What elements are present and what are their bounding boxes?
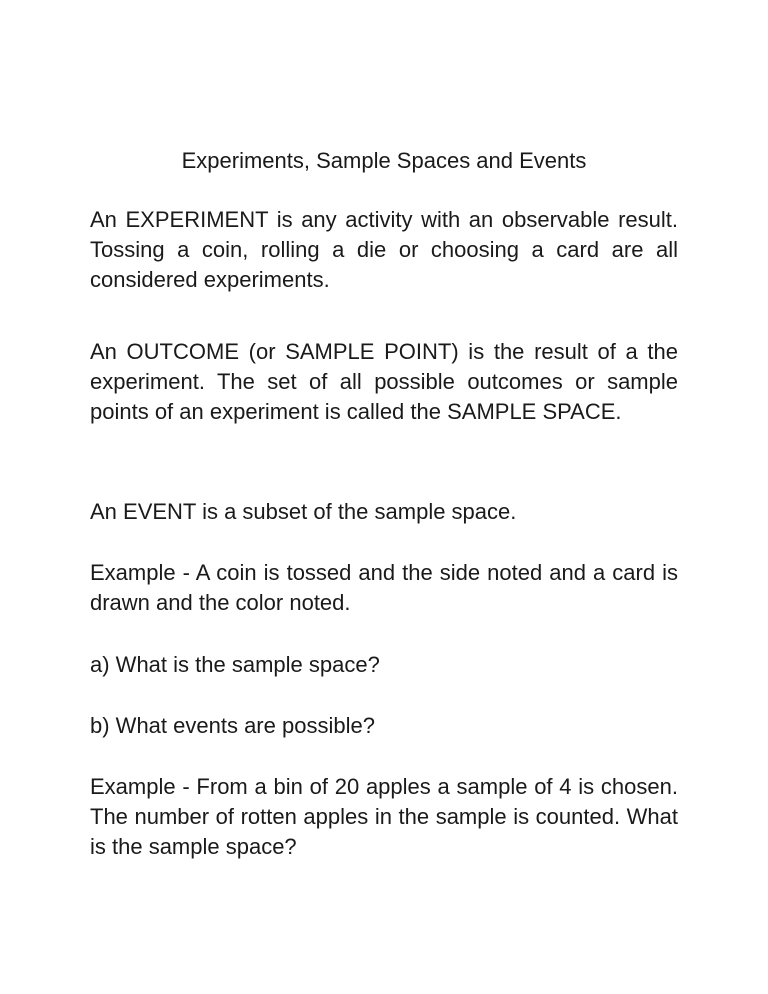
paragraph-example-apples: Example - From a bin of 20 apples a sample of 4 is chosen. The number of rotten apples in the sample is counted. What is the sample space? bbox=[90, 774, 678, 859]
paragraph-event-definition: An EVENT is a subset of the sample space. bbox=[90, 499, 517, 524]
question-b: b) What events are possible? bbox=[90, 713, 375, 738]
paragraph-example-coin-card: Example - A coin is tossed and the side noted and a card is drawn and the color noted. bbox=[90, 560, 678, 615]
document-title: Experiments, Sample Spaces and Events bbox=[181, 148, 587, 173]
paragraph-outcome-definition: An OUTCOME (or SAMPLE POINT) is the result of a the experiment. The set of all possible outcomes or sample points of an experiment is called the SAMPLE SPACE. bbox=[90, 339, 678, 424]
question-a: a) What is the sample space? bbox=[90, 652, 380, 677]
paragraph-experiment-definition: An EXPERIMENT is any activity with an observable result. Tossing a coin, rolling a die or choosing a card are all considered experiments. bbox=[90, 207, 678, 292]
